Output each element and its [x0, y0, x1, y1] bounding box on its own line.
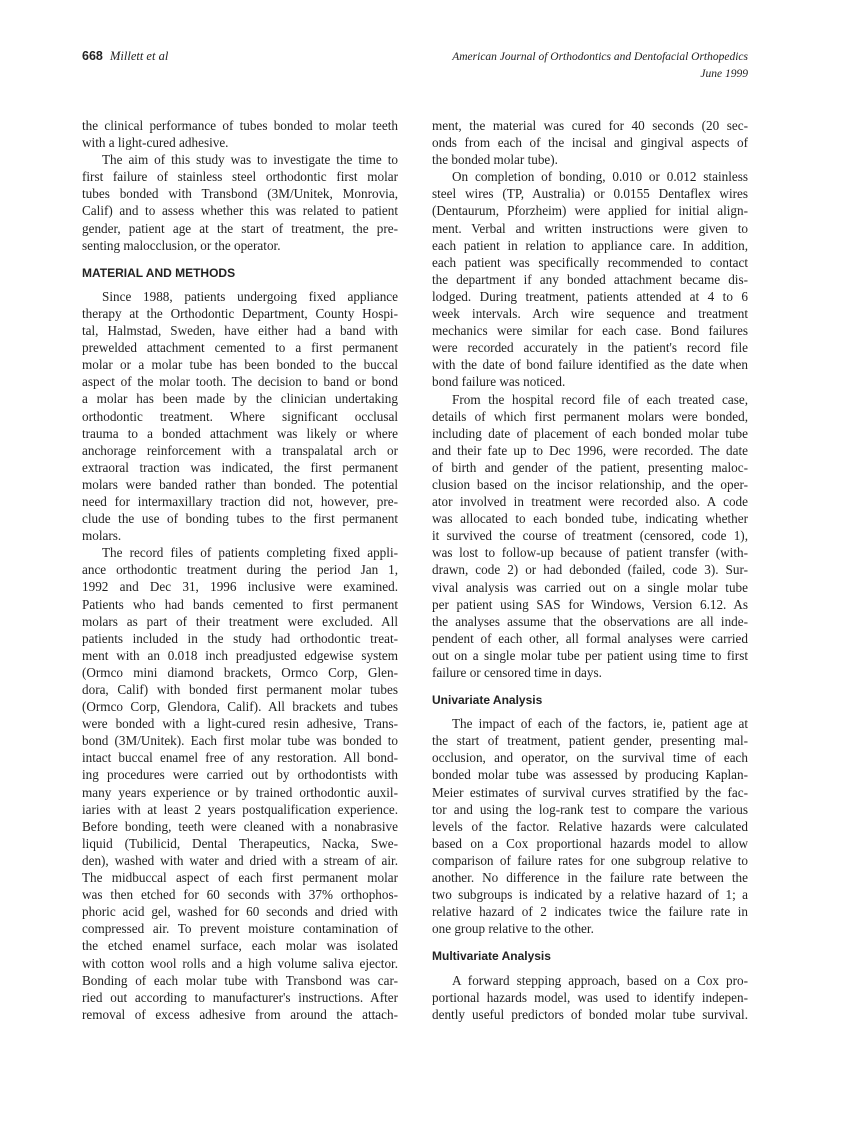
text-line: a molar has been made by the clinician undertaking [82, 391, 398, 407]
text-line: clude the use of bonding tubes to the first permanent [82, 511, 398, 527]
text-line: with cotton wool rolls and a high volume saliva ejector. [82, 955, 398, 971]
text-line: tor and using the log-rank test to compare the various [432, 801, 748, 817]
text-line: (Ormco mini diamond brackets, Ormco Corp, Glen- [82, 664, 398, 680]
text-line: clusion based on the incisor relationship, and the oper- [432, 476, 748, 492]
text-line: including date of placement of each bonded molar tube [432, 425, 748, 441]
paragraph [432, 972, 748, 1023]
text-line: bond failure was noticed. [432, 374, 566, 390]
text-line: Before bonding, teeth were cleaned with a nonabrasive [82, 818, 398, 834]
text-line: onds from each of the incisal and gingival aspects of [432, 135, 748, 151]
text-line: ried out according to manufacturer's instructions. After [82, 989, 398, 1005]
text-line: with the date of bond failure identified as the date when [432, 357, 748, 373]
text-line: On completion of bonding, 0.010 or 0.012 stainless [452, 169, 748, 185]
text-line: pendent of each other, all formal analyses were carried [432, 630, 748, 646]
text-line: failure or censored time in days. [432, 665, 602, 680]
text-line: the department if any bonded attachment became dis- [432, 271, 748, 287]
text-line: levels of the factor. Relative hazards were calculated [432, 818, 748, 834]
text-line: ment with an 0.018 inch preadjusted edgewise system [82, 647, 398, 663]
text-line: it survived the course of treatment (censored, code 1), [432, 528, 748, 544]
text-line: mechanics were similar for each case. Bond failures [432, 323, 748, 339]
text-line: out on a single molar tube per patient using time to first [432, 647, 748, 663]
text-line: comparison of failure rates for one subgroup relative to [432, 852, 748, 868]
text-line: ance orthodontic treatment during the period Jan 1, [82, 562, 398, 578]
text-line: 1992 and Dec 31, 1996 inclusive were examined. [82, 579, 398, 595]
text-line: The aim of this study was to investigate the time to [102, 152, 398, 168]
text-line: vival analysis was carried out on a single molar tube [432, 579, 748, 595]
text-line: The record files of patients completing fixed appli- [102, 545, 398, 561]
text-line: were recorded accurately in the patient's record file [432, 340, 748, 356]
text-line: iaries with at least 2 years postqualification experience. [82, 801, 398, 817]
text-line: lodged. During treatment, patients attended at 4 to 6 [432, 288, 748, 304]
text-line: was lost to follow-up because of patient transfer (with- [432, 545, 748, 561]
text-line: Calif) and to assess whether this was related to patient [82, 203, 398, 219]
text-line: molars as part of their treatment were excluded. All [82, 613, 398, 629]
text-line: tubes bonded with Transbond (3M/Unitek, Monrovia, [82, 186, 398, 202]
text-line: was then etched for 60 seconds with 37% orthophos- [82, 887, 398, 903]
text-line: compressed air. To prevent moisture contamination of [82, 921, 398, 937]
paragraph [82, 544, 398, 1023]
text-line: therapy at the Orthodontic Department, County Hospi- [82, 305, 398, 321]
text-line: bond (3M/Unitek). Each first molar tube was bonded to [82, 733, 398, 749]
section-heading: MATERIAL AND METHODS [82, 265, 236, 280]
text-line: dora, Calif) with bonded first permanent molar tubes [82, 682, 398, 697]
text-line: The midbuccal aspect of each first permanent molar [82, 870, 398, 886]
text-line: occlusion, and operator, on the survival time of each [432, 750, 748, 766]
text-line: A forward stepping approach, based on a Cox pro- [452, 972, 748, 988]
paragraph [432, 117, 748, 168]
paragraph [82, 151, 398, 254]
text-line: aspect of the molar tooth. The decision to band or bond [82, 374, 398, 390]
text-line: intact buccal enamel free of any restoration. All bond- [82, 750, 398, 766]
text-line: week intervals. Arch wire sequence and treatment [432, 306, 748, 322]
text-line: bonded molar tube was assessed by producing Kaplan- [432, 767, 748, 783]
text-line: prewelded attachment cemented to a first permanent [82, 340, 398, 356]
paragraph [432, 168, 748, 390]
text-line: relative hazard of 2 indicates twice the failure rate in [432, 904, 748, 920]
text-line: den), washed with water and dried with a stream of air. [82, 852, 398, 868]
text-line: the bonded molar tube). [432, 152, 558, 168]
text-line: tal, Halmstad, Sweden, have either had a band with [82, 323, 398, 339]
text-line: with a light-cured adhesive. [82, 135, 229, 151]
text-line: patients included in the study had orthodontic treat- [82, 630, 398, 646]
text-line: steel wires (TP, Australia) or 0.0155 Dentaflex wires [432, 186, 748, 202]
text-line: removal of excess adhesive from around the attach- [82, 1006, 398, 1022]
text-line: drawn, code 2) or had debonded (failed, code 3). Sur- [432, 562, 748, 578]
text-line: first failure of stainless steel orthodontic first molar [82, 169, 398, 185]
text-line: extraoral traction was indicated, the first permanent [82, 459, 398, 475]
text-line: (Ormco Corp, Glendora, Calif). All brackets and tubes [82, 699, 398, 715]
text-line: of birth and gender of the patient, presenting maloc- [432, 459, 748, 475]
text-line: molars. [82, 528, 122, 544]
left-column [82, 117, 398, 1023]
text-line: were bonded with a light-cured resin adhesive, Trans- [82, 716, 398, 732]
text-line: one group relative to the other. [432, 921, 594, 937]
text-line: ator involved in treatment were recorded also. A code [432, 494, 748, 510]
issue-date: June 1999 [700, 68, 748, 80]
text-line: based on a Cox proportional hazards model to allow [432, 835, 748, 851]
text-line: The impact of each of the factors, ie, patient age at [452, 716, 748, 732]
text-line: Meier estimates of survival curves stratified by the fac- [432, 784, 748, 800]
paragraph [432, 715, 748, 937]
page-number: 668 [82, 49, 103, 63]
text-line: each patient in relation to appliance care. In addition, [432, 237, 748, 253]
right-column [432, 117, 748, 1023]
text-line: two subgroups is indicated by a relative hazard of 1; a [432, 887, 748, 903]
text-line: anchorage reinforcement with a transpalatal arch or [82, 442, 398, 458]
paragraph [432, 391, 748, 682]
section-heading: Multivariate Analysis [432, 949, 551, 964]
text-line: the start of treatment, patient gender, presenting mal- [432, 733, 748, 749]
text-line: need for intermaxillary traction did not, however, pre- [82, 493, 398, 509]
text-line: details of which first permanent molars were bonded, [432, 408, 748, 424]
authors: Millett et al [109, 49, 169, 63]
text-line: molars were banded rather than bonded. The potential [82, 476, 398, 492]
text-line: Since 1988, patients undergoing fixed appliance [102, 288, 398, 304]
text-line: ment. Verbal and written instructions were given to [432, 220, 748, 236]
journal-title: American Journal of Orthodontics and Dentofacial Orthopedics [452, 51, 748, 63]
paragraph [82, 117, 398, 151]
paragraph [82, 288, 398, 544]
text-line: each patient was specifically recommended to contact [432, 254, 748, 270]
text-line: per patient using SAS for Windows, Version 6.12. As [432, 596, 748, 612]
text-line: From the hospital record file of each treated case, [452, 391, 748, 407]
section-heading: Univariate Analysis [432, 693, 543, 708]
text-line: the etched enamel surface, each molar was isolated [82, 938, 398, 954]
text-line: (Dentaurum, Pforzheim) were applied for initial align- [432, 203, 748, 219]
text-line: ment, the material was cured for 40 seconds (20 sec- [432, 118, 748, 133]
text-line: the clinical performance of tubes bonded to molar teeth [82, 118, 398, 133]
text-line: orthodontic treatment. Where significant occlusal [82, 408, 398, 424]
running-header-left [82, 49, 168, 64]
text-line: liquid (Tubilicid, Dental Therapeutics, Nacka, Swe- [82, 835, 398, 851]
text-line: portional hazards model, was used to identify indepen- [432, 989, 748, 1005]
text-line: was allocated to each bonded tube, indicating whether [432, 511, 748, 527]
text-line: gender, patient age at the start of treatment, the pre- [82, 220, 398, 236]
text-line: dently useful predictors of bonded molar tube survival. [432, 1006, 748, 1022]
running-header-right [452, 49, 748, 83]
text-line: molar or a molar tube has been bonded to the buccal [82, 357, 398, 373]
text-line: and their fate up to Dec 1996, were recorded. The date [432, 442, 748, 458]
text-line: Patients who had bands cemented to first permanent [82, 596, 398, 612]
text-line: phoric acid gel, washed for 60 seconds and dried with [82, 904, 398, 920]
text-line: trauma to a bonded attachment was likely or where [82, 425, 398, 441]
text-line: the analyses assume that the observations are all inde- [432, 613, 748, 629]
text-line: ing procedures were carried out by orthodontists with [82, 767, 398, 783]
text-line: senting malocclusion, or the operator. [82, 237, 281, 253]
text-line: another. No difference in the failure rate between the [432, 870, 748, 886]
text-line: Bonding of each molar tube with Transbond was car- [82, 972, 398, 988]
text-line: many years experience or by trained orthodontic auxil- [82, 784, 398, 800]
